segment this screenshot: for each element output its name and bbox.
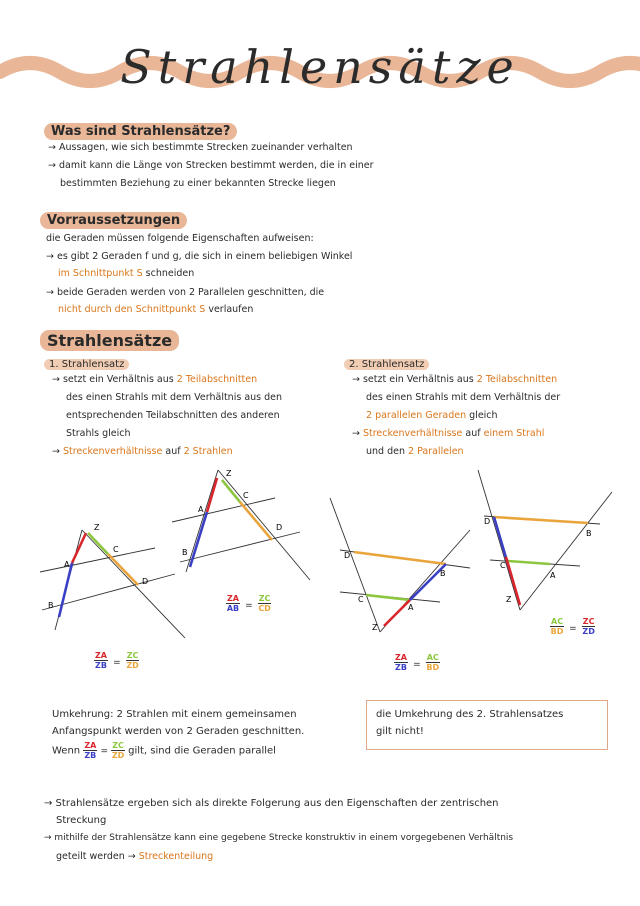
umkehrung-wenn: Wenn [52, 745, 84, 757]
d1-ray-right [82, 530, 185, 638]
second-line-3-hl: 2 parallelen Geraden [366, 410, 467, 421]
req-bullet-2b-rest: verlaufen [205, 304, 254, 315]
d4-label-D: D [484, 517, 491, 526]
second-line-4 [352, 425, 544, 442]
umkehrung-rest: gilt, sind die Geraden parallel [128, 745, 276, 757]
d4-label-A: A [550, 571, 556, 580]
f2-eq: = [245, 601, 253, 611]
section-strahlensaetze-heading [40, 330, 179, 351]
d1-seg-ZC [88, 533, 108, 554]
second-line-1-hl: 2 Teilabschnitten [476, 374, 558, 385]
d4-label-B: B [586, 529, 592, 538]
note-box [366, 700, 608, 750]
formula-1-left [94, 651, 108, 670]
formula-2-left [226, 594, 240, 613]
second-line-4-mid: auf [462, 428, 484, 439]
d1-seg-CD [108, 554, 138, 585]
first-line-5-arrow: → [52, 446, 63, 457]
first-line-2: des einen Strahls mit dem Verhältnis aus den [66, 392, 283, 403]
d3-label-D: D [344, 551, 351, 560]
d1-label-Z: Z [94, 523, 100, 532]
f3-num2: AC [426, 653, 439, 662]
first-line-3: entsprechenden Teilabschnitten des anderen [66, 410, 280, 421]
second-theorem-heading: 2. Strahlensatz [344, 359, 429, 370]
d2-label-C: C [243, 491, 249, 500]
f4-eq: = [569, 624, 577, 634]
formula-4-right [582, 617, 596, 636]
uk-den: ZB [84, 751, 97, 760]
f1-eq: = [113, 658, 121, 668]
d3-label-C: C [358, 595, 364, 604]
what-line-3: bestimmten Beziehung zu einer bekannten Strecke liegen [60, 178, 336, 189]
f4-num: AC [551, 617, 564, 626]
second-line-3 [366, 407, 498, 424]
d1-label-D: D [142, 577, 149, 586]
heading-strahlensaetze: Strahlensätze [40, 330, 179, 351]
req-highlight-nicht-durch: nicht durch den Schnittpunkt S [58, 304, 206, 315]
umkehrung-frac-left [83, 741, 97, 760]
req-bullet-2b [58, 301, 253, 318]
f2-num: ZA [227, 594, 239, 603]
first-line-5-mid: auf [162, 446, 184, 457]
formula-4-left [550, 617, 564, 636]
d2-seg-ZA [207, 478, 217, 512]
d4-ray-right [520, 492, 612, 610]
second-line-5 [366, 443, 464, 460]
second-line-1-text: → setzt ein Verhältnis aus [352, 374, 477, 385]
d1-seg-ZA [72, 533, 86, 563]
second-line-5-hl: 2 Parallelen [408, 446, 464, 457]
d3-label-A: A [408, 603, 414, 612]
second-line-5-text: und den [366, 446, 409, 457]
formula-2 [226, 593, 271, 613]
formula-2-right [258, 594, 272, 613]
second-line-2: des einen Strahls mit dem Verhältnis der [366, 392, 561, 403]
d3-ray-left [330, 498, 380, 632]
heading-what: Was sind Strahlensätze? [44, 123, 237, 140]
d2-label-D: D [276, 523, 283, 532]
footer-line-3: → mithilfe der Strahlensätze kann eine gegebene Strecke konstruktiv in einem vorgegebenen Verhältnis [44, 833, 514, 843]
f3-den: ZB [395, 663, 407, 672]
umkehrung-line-1: Umkehrung: 2 Strahlen mit einem gemeinsamen [52, 709, 297, 720]
d3-seg-BD [354, 552, 446, 564]
formula-1-right [126, 651, 140, 670]
section-what-heading [44, 120, 237, 140]
d1-label-C: C [113, 545, 119, 554]
d2-seg-ZC [222, 480, 240, 502]
req-intro: die Geraden müssen folgende Eigenschaften aufweisen: [46, 233, 314, 244]
diagram-1 [40, 523, 185, 638]
umkehrung-line-2: Anfangspunkt werden von 2 Geraden geschnitten. [52, 726, 305, 737]
d2-seg-AB [190, 512, 207, 567]
footer-line-1: → Strahlensätze ergeben sich als direkte Folgerung aus den Eigenschaften der zentrischen [44, 798, 499, 809]
d3-label-Z: Z [372, 623, 378, 632]
heading-requirements: Vorraussetzungen [40, 212, 187, 229]
d4-seg-BD [494, 517, 588, 523]
uk-num2: ZC [112, 741, 124, 750]
second-line-4-hl1: Streckenverhältnisse [362, 428, 463, 439]
umkehrung-line-3 [52, 741, 276, 761]
first-line-5 [52, 443, 233, 460]
formula-3-left [394, 653, 408, 672]
second-line-4-hl2: einem Strahl [483, 428, 545, 439]
d2-label-A: A [198, 505, 204, 514]
req-bullet-1b [58, 265, 194, 282]
d4-seg-AC [508, 561, 550, 564]
d1-label-B: B [48, 601, 54, 610]
uk-den2: ZD [111, 751, 125, 760]
note-line-2: gilt nicht! [376, 726, 424, 737]
d4-label-C: C [500, 561, 506, 570]
d1-seg-AB [59, 563, 72, 617]
f1-den: ZB [95, 661, 107, 670]
d2-ray-right [218, 470, 310, 580]
first-line-1 [52, 371, 257, 388]
d1-label-A: A [64, 560, 70, 569]
d2-parallel-1 [172, 498, 275, 522]
footer-line-4-hl: Streckenteilung [138, 851, 214, 862]
d3-seg-AC [366, 595, 410, 600]
d2-seg-CD [240, 502, 272, 540]
note-line-1: die Umkehrung des 2. Strahlensatzes [376, 709, 564, 720]
page-title: Strahlensätze [120, 40, 520, 94]
second-line-4-arrow: → [352, 428, 363, 439]
footer-line-4-text: geteilt werden → [56, 851, 139, 862]
f2-num2: ZC [258, 594, 271, 603]
d3-seg-ZA [384, 600, 410, 626]
diagram-4 [478, 470, 612, 610]
first-line-1-text: → setzt ein Verhältnis aus [52, 374, 177, 385]
d1-parallel-1 [40, 548, 155, 572]
f1-num2: ZC [126, 651, 139, 660]
formula-1 [94, 650, 139, 670]
f3-den2: BD [426, 663, 440, 672]
f3-eq: = [413, 660, 421, 670]
umkehrung-frac-right [111, 741, 125, 760]
f1-den2: ZD [126, 661, 139, 670]
d2-label-Z: Z [226, 469, 232, 478]
diagram-2 [172, 469, 310, 580]
f4-den2: ZD [582, 627, 595, 636]
req-bullet-1b-rest: schneiden [142, 268, 195, 279]
req-bullet-2a: → beide Geraden werden von 2 Parallelen geschnitten, die [46, 287, 325, 298]
f2-den: AB [226, 604, 240, 613]
second-line-1 [352, 371, 557, 388]
f1-num: ZA [95, 651, 107, 660]
footer-line-4 [56, 848, 213, 865]
first-line-5-hl1: Streckenverhältnisse [62, 446, 163, 457]
section-requirements-heading [40, 209, 187, 229]
second-line-3-rest: gleich [466, 410, 498, 421]
f2-den2: CD [258, 604, 271, 613]
diagram-3 [330, 498, 470, 632]
formula-3 [394, 652, 440, 672]
req-bullet-1a: → es gibt 2 Geraden f und g, die sich in einem beliebigen Winkel [46, 251, 353, 262]
formula-3-right [426, 653, 440, 672]
formula-4 [550, 616, 595, 636]
d4-label-Z: Z [506, 595, 512, 604]
req-highlight-schnittpunkt: im Schnittpunkt S [58, 268, 143, 279]
uk-num: ZA [84, 741, 97, 750]
footer-line-2: Streckung [56, 815, 107, 826]
first-theorem-heading: 1. Strahlensatz [44, 359, 129, 370]
f3-num: ZA [395, 653, 407, 662]
first-line-5-hl2: 2 Strahlen [183, 446, 233, 457]
d4-ray-left [478, 470, 520, 610]
f4-den: BD [550, 627, 564, 636]
d3-label-B: B [440, 569, 446, 578]
d2-label-B: B [182, 548, 188, 557]
uk-eq: = [100, 746, 109, 757]
second-theorem-heading-wrap [344, 352, 429, 371]
what-line-1: → Aussagen, wie sich bestimmte Strecken zueinander verhalten [48, 142, 353, 153]
first-line-1-hl: 2 Teilabschnitten [176, 374, 258, 385]
f4-num2: ZC [582, 617, 595, 626]
what-line-2: → damit kann die Länge von Strecken bestimmt werden, die in einer [48, 160, 374, 171]
first-line-4: Strahls gleich [66, 428, 131, 439]
first-theorem-heading-wrap [44, 352, 129, 371]
